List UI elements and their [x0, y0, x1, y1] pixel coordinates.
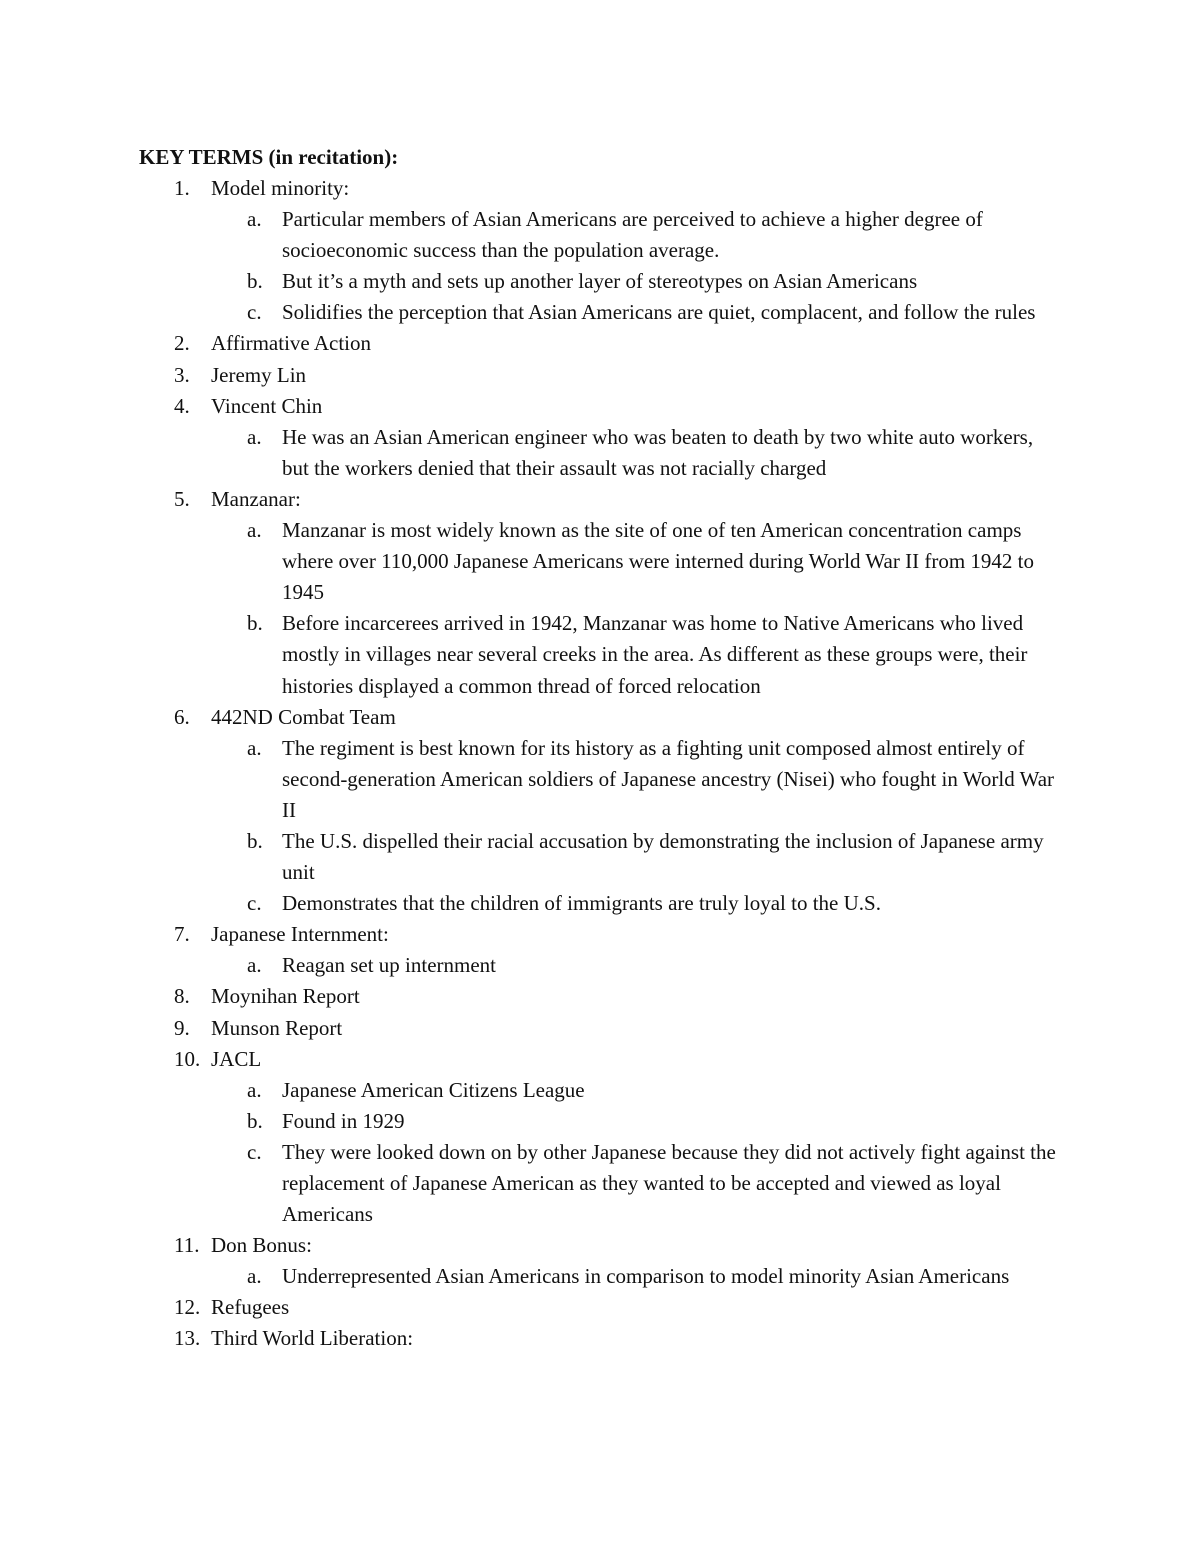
sub-item-letter: b.	[247, 1108, 263, 1133]
sub-item-text: Particular members of Asian Americans are perceived to achieve a higher degree of socioeconomic success than the population average.	[282, 207, 983, 263]
list-item	[0, 391, 1200, 484]
term-line	[0, 328, 1200, 359]
term-number: 10.	[174, 1046, 201, 1071]
sub-item-text: Before incarcerees arrived in 1942, Manzanar was home to Native Americans who lived mostly in villages near several creeks in the area. As different as these groups were, their histories displayed a common thread of forced relocation	[282, 611, 1028, 698]
term-label: Model minority:	[211, 176, 350, 200]
sub-item-text: Reagan set up internment	[282, 953, 497, 978]
term-line	[0, 391, 1200, 422]
sub-item	[0, 888, 1200, 919]
sub-item-letter: a.	[247, 735, 262, 760]
sub-item-letter: a.	[247, 953, 262, 978]
term-label: Don Bonus:	[211, 1233, 312, 1258]
sub-item-text: Solidifies the perception that Asian Americans are quiet, complacent, and follow the rules	[282, 300, 1036, 325]
sub-item-letter: a.	[247, 1077, 262, 1102]
sub-item-text: Underrepresented Asian Americans in comparison to model minority Asian Americans	[282, 1264, 1010, 1289]
sub-item-letter: b.	[247, 611, 263, 636]
term-label: Affirmative Action	[211, 331, 371, 356]
sub-item-letter: a.	[247, 424, 262, 449]
sub-item-text: The regiment is best known for its history as a fighting unit composed almost entirely of second-generation American soldiers of Japanese ancestry (Nisei) who fought in World War II	[282, 735, 1055, 822]
sub-item-text: But it’s a myth and sets up another layer of stereotypes on Asian Americans	[282, 269, 918, 294]
term-line	[0, 1230, 1200, 1261]
sub-item-text: Manzanar is most widely known as the site of one of ten American concentration camps where over 110,000 Japanese Americans were interned during World War II from 1942 to 1945	[282, 518, 1035, 605]
term-label: Vincent Chin	[211, 393, 323, 418]
term-line	[0, 484, 1200, 515]
term-line	[0, 1044, 1200, 1075]
sub-item	[0, 297, 1200, 328]
term-line	[0, 360, 1200, 391]
term-label: Third World Liberation:	[211, 1326, 414, 1351]
sub-item-letter: b.	[247, 269, 263, 294]
term-number: 4.	[174, 393, 190, 418]
term-number: 5.	[174, 486, 190, 511]
term-label: 442ND Combat Team	[211, 704, 396, 729]
term-label: Jeremy Lin	[211, 362, 307, 387]
list-item	[0, 919, 1200, 981]
term-label: Munson Report	[211, 1015, 343, 1040]
sub-item	[0, 950, 1200, 981]
sub-item	[0, 204, 1200, 266]
term-number: 13.	[174, 1326, 201, 1351]
sub-item-letter: c.	[247, 1139, 262, 1164]
term-label: Refugees	[211, 1295, 290, 1320]
term-line	[0, 919, 1200, 950]
list-item	[0, 702, 1200, 920]
term-number: 3.	[174, 362, 190, 387]
page-heading: KEY TERMS (in recitation):	[139, 145, 399, 169]
term-label: Japanese Internment:	[211, 922, 389, 947]
list-item	[0, 1230, 1200, 1292]
list-item	[0, 1323, 1200, 1354]
sub-item	[0, 1137, 1200, 1230]
sub-item-text: They were looked down on by other Japanese because they did not actively fight against the replacement of Japanese American as they wanted to be accepted and viewed as loyal Americans	[282, 1139, 1056, 1227]
sub-item-letter: c.	[247, 891, 262, 916]
sub-item	[0, 1075, 1200, 1106]
term-line	[0, 1013, 1200, 1044]
term-number: 7.	[174, 922, 190, 947]
term-number: 6.	[174, 704, 190, 729]
sub-list	[0, 950, 1200, 981]
sub-list	[0, 1075, 1200, 1230]
key-terms-list	[0, 173, 1200, 1355]
sub-item-letter: a.	[247, 207, 262, 232]
sub-list	[0, 733, 1200, 920]
list-item	[0, 328, 1200, 359]
sub-item-letter: b.	[247, 828, 263, 853]
sub-item	[0, 608, 1200, 701]
sub-item	[0, 1106, 1200, 1137]
term-label: Moynihan Report	[211, 984, 360, 1009]
list-item	[0, 360, 1200, 391]
term-number: 1.	[174, 176, 190, 200]
term-label: JACL	[211, 1046, 262, 1071]
term-line	[0, 1292, 1200, 1323]
list-item	[0, 1044, 1200, 1231]
sub-list	[0, 422, 1200, 484]
sub-item-text: Japanese American Citizens League	[282, 1077, 585, 1102]
sub-item	[0, 1261, 1200, 1292]
term-label: Manzanar:	[211, 486, 301, 511]
list-item	[0, 1292, 1200, 1323]
term-line	[0, 1323, 1200, 1354]
term-number: 8.	[174, 984, 190, 1009]
sub-item-letter: c.	[247, 300, 262, 325]
sub-item-text: The U.S. dispelled their racial accusation by demonstrating the inclusion of Japanese army unit	[282, 828, 1044, 885]
sub-item-text: Demonstrates that the children of immigrants are truly loyal to the U.S.	[282, 891, 881, 916]
term-number: 11.	[174, 1233, 200, 1258]
term-number: 2.	[174, 331, 190, 356]
sub-item	[0, 515, 1200, 608]
list-item	[0, 1013, 1200, 1044]
sub-item	[0, 422, 1200, 484]
sub-item	[0, 266, 1200, 297]
sub-item-letter: a.	[247, 1264, 262, 1289]
term-number: 12.	[174, 1295, 201, 1320]
sub-list	[0, 204, 1200, 328]
sub-item-text: He was an Asian American engineer who was beaten to death by two white auto workers, but the workers denied that their assault was not racially charged	[282, 424, 1034, 480]
sub-item-text: Found in 1929	[282, 1108, 405, 1133]
list-item	[0, 173, 1200, 328]
sub-item-letter: a.	[247, 518, 262, 543]
sub-item	[0, 826, 1200, 888]
list-item	[0, 484, 1200, 702]
term-line	[0, 702, 1200, 733]
list-item	[0, 981, 1200, 1012]
term-number: 9.	[174, 1015, 190, 1040]
sub-item	[0, 733, 1200, 826]
term-line	[0, 981, 1200, 1012]
term-line	[0, 173, 1200, 204]
sub-list	[0, 1261, 1200, 1292]
sub-list	[0, 515, 1200, 702]
